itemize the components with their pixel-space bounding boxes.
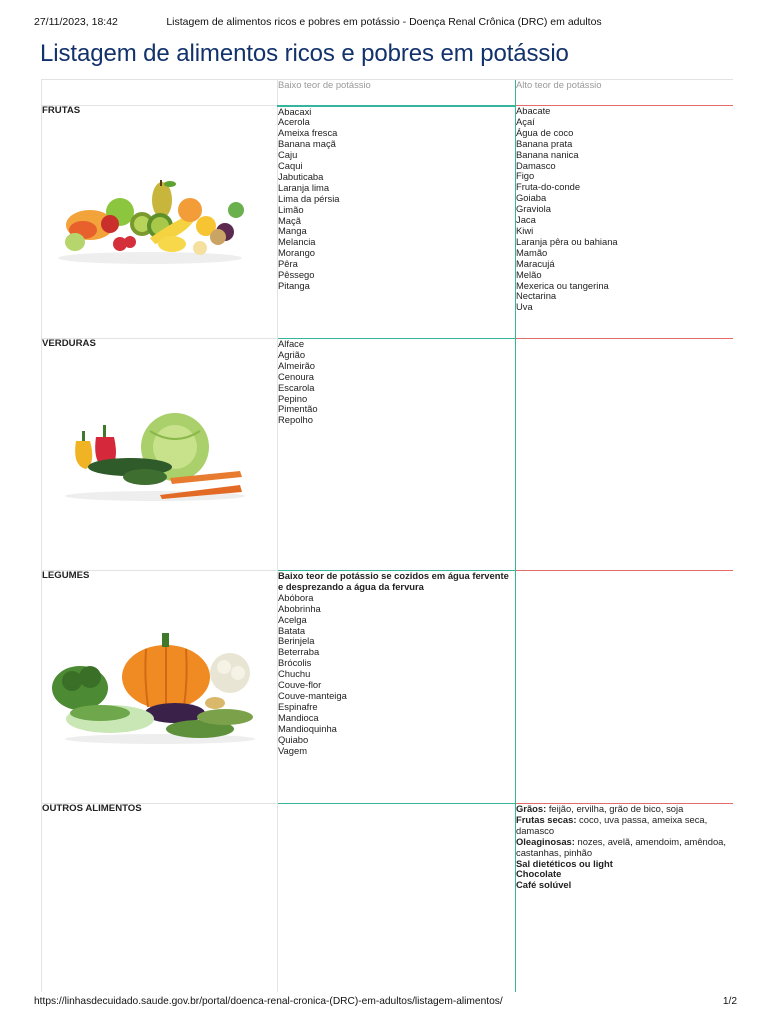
food-item: Nectarina <box>516 290 557 302</box>
food-item: Maçã <box>278 214 301 226</box>
potassium-food-table <box>41 79 733 992</box>
food-item: Jabuticaba <box>278 170 324 182</box>
low-potassium-cell-legumes <box>278 571 516 804</box>
food-item: Almeirão <box>278 359 315 371</box>
other-item: Oleaginosas: nozes, avelã, amendoim, amêndoa, castanhas, pinhão <box>516 835 727 858</box>
header-low-potassium: Baixo teor de potássio <box>278 80 516 106</box>
category-cell-frutas <box>42 106 278 339</box>
food-item: Abacate <box>516 105 551 116</box>
category-cell-legumes <box>42 571 278 804</box>
food-item: Abacaxi <box>278 105 312 117</box>
cooking-note: Baixo teor de potássio se cozidos em água fervente e desprezando a água da fervura <box>278 570 509 592</box>
category-label: FRUTAS <box>42 105 81 116</box>
low-list <box>278 593 515 757</box>
food-item: Açaí <box>516 115 535 127</box>
food-item: Quiabo <box>278 733 309 745</box>
food-item: Banana maçã <box>278 138 336 150</box>
food-item: Caju <box>278 149 298 161</box>
food-item: Alface <box>278 338 305 349</box>
food-item: Kiwi <box>516 224 534 236</box>
print-document-title: Listagem de alimentos ricos e pobres em potássio - Doença Renal Crônica (DRC) em adultos <box>166 16 602 28</box>
print-date: 27/11/2023, 18:42 <box>34 16 118 28</box>
food-item: Pitanga <box>278 280 310 291</box>
food-item: Beterraba <box>278 646 320 658</box>
food-item: Pêra <box>278 258 298 270</box>
high-potassium-cell-legumes <box>516 571 733 804</box>
food-item: Banana nanica <box>516 148 579 160</box>
food-item: Mamão <box>516 246 548 258</box>
food-item: Morango <box>278 247 316 259</box>
table-row-outros <box>42 804 733 992</box>
table-row-frutas <box>42 106 733 339</box>
food-item: Vagem <box>278 744 308 756</box>
food-item: Água de coco <box>516 126 574 138</box>
other-item: Café solúvel <box>516 879 572 891</box>
food-item: Jaca <box>516 214 536 226</box>
food-item: Couve-manteiga <box>278 689 347 701</box>
food-item: Maracujá <box>516 257 555 269</box>
food-item: Melão <box>516 268 542 280</box>
food-item: Cenoura <box>278 370 314 382</box>
food-item: Mandioca <box>278 711 319 723</box>
high-potassium-cell-frutas <box>516 106 733 339</box>
food-item: Laranja pêra ou bahiana <box>516 235 618 247</box>
food-item: Brócolis <box>278 657 312 669</box>
other-item: Frutas secas: coco, uva passa, ameixa seca, damasco <box>516 813 708 836</box>
food-item: Limão <box>278 203 304 215</box>
food-item: Damasco <box>516 159 556 171</box>
header-high-potassium: Alto teor de potássio <box>516 80 733 106</box>
page-title: Listagem de alimentos ricos e pobres em potássio <box>40 40 569 67</box>
food-item: Manga <box>278 225 307 237</box>
food-item: Acelga <box>278 613 307 625</box>
legumes-illustration <box>50 633 260 748</box>
vegetables-illustration <box>50 411 250 506</box>
food-item: Chuchu <box>278 668 311 680</box>
table-header-row <box>42 80 733 106</box>
category-label: VERDURAS <box>42 338 96 349</box>
high-potassium-cell-verduras <box>516 339 733 571</box>
food-item: Fruta-do-conde <box>516 181 581 193</box>
food-item: Melancia <box>278 236 316 248</box>
category-label: OUTROS ALIMENTOS <box>42 803 142 814</box>
other-item: Sal dietéticos ou light <box>516 857 613 869</box>
low-list <box>278 339 515 426</box>
food-item: Banana prata <box>516 137 573 149</box>
other-item: Grãos: feijão, ervilha, grão de bico, soja <box>516 803 684 814</box>
food-item: Ameixa fresca <box>278 127 338 139</box>
high-potassium-cell-outros <box>516 804 733 992</box>
food-item: Pêssego <box>278 269 315 281</box>
food-item: Figo <box>516 170 535 182</box>
low-potassium-cell-verduras <box>278 339 516 571</box>
table-row-legumes <box>42 571 733 804</box>
page-number: 1/2 <box>722 996 737 1007</box>
header-blank <box>42 80 278 106</box>
low-potassium-cell-frutas <box>278 106 516 339</box>
category-label: LEGUMES <box>42 570 90 581</box>
food-item: Laranja lima <box>278 181 330 193</box>
print-header <box>0 16 768 30</box>
food-item: Berinjela <box>278 635 315 647</box>
other-item: Chocolate <box>516 868 562 880</box>
low-potassium-cell-outros <box>278 804 516 992</box>
food-item: Goiaba <box>516 192 547 204</box>
table-row-verduras <box>42 339 733 571</box>
food-item: Repolho <box>278 414 313 426</box>
food-item: Abobrinha <box>278 602 321 614</box>
food-item: Escarola <box>278 381 315 393</box>
food-item: Espinafre <box>278 700 318 712</box>
food-item: Graviola <box>516 203 551 215</box>
food-item: Agrião <box>278 348 306 360</box>
food-item: Lima da pérsia <box>278 192 340 204</box>
food-item: Mexerica ou tangerina <box>516 279 609 291</box>
food-item: Mandioquinha <box>278 722 337 734</box>
food-item: Abóbora <box>278 591 314 603</box>
low-list <box>278 107 515 292</box>
food-item: Acerola <box>278 116 310 128</box>
page-url: https://linhasdecuidado.saude.gov.br/portal/doenca-renal-cronica-(DRC)-em-adultos/listagem-alimentos/ <box>34 996 503 1007</box>
high-list <box>516 106 733 313</box>
food-item: Caqui <box>278 160 303 172</box>
food-item: Uva <box>516 301 533 313</box>
category-cell-verduras <box>42 339 278 571</box>
fruits-illustration <box>50 180 250 270</box>
category-cell-outros <box>42 804 278 992</box>
food-item: Pepino <box>278 392 308 404</box>
food-item: Couve-flor <box>278 679 322 691</box>
food-item: Batata <box>278 624 306 636</box>
food-item: Pimentão <box>278 403 318 415</box>
